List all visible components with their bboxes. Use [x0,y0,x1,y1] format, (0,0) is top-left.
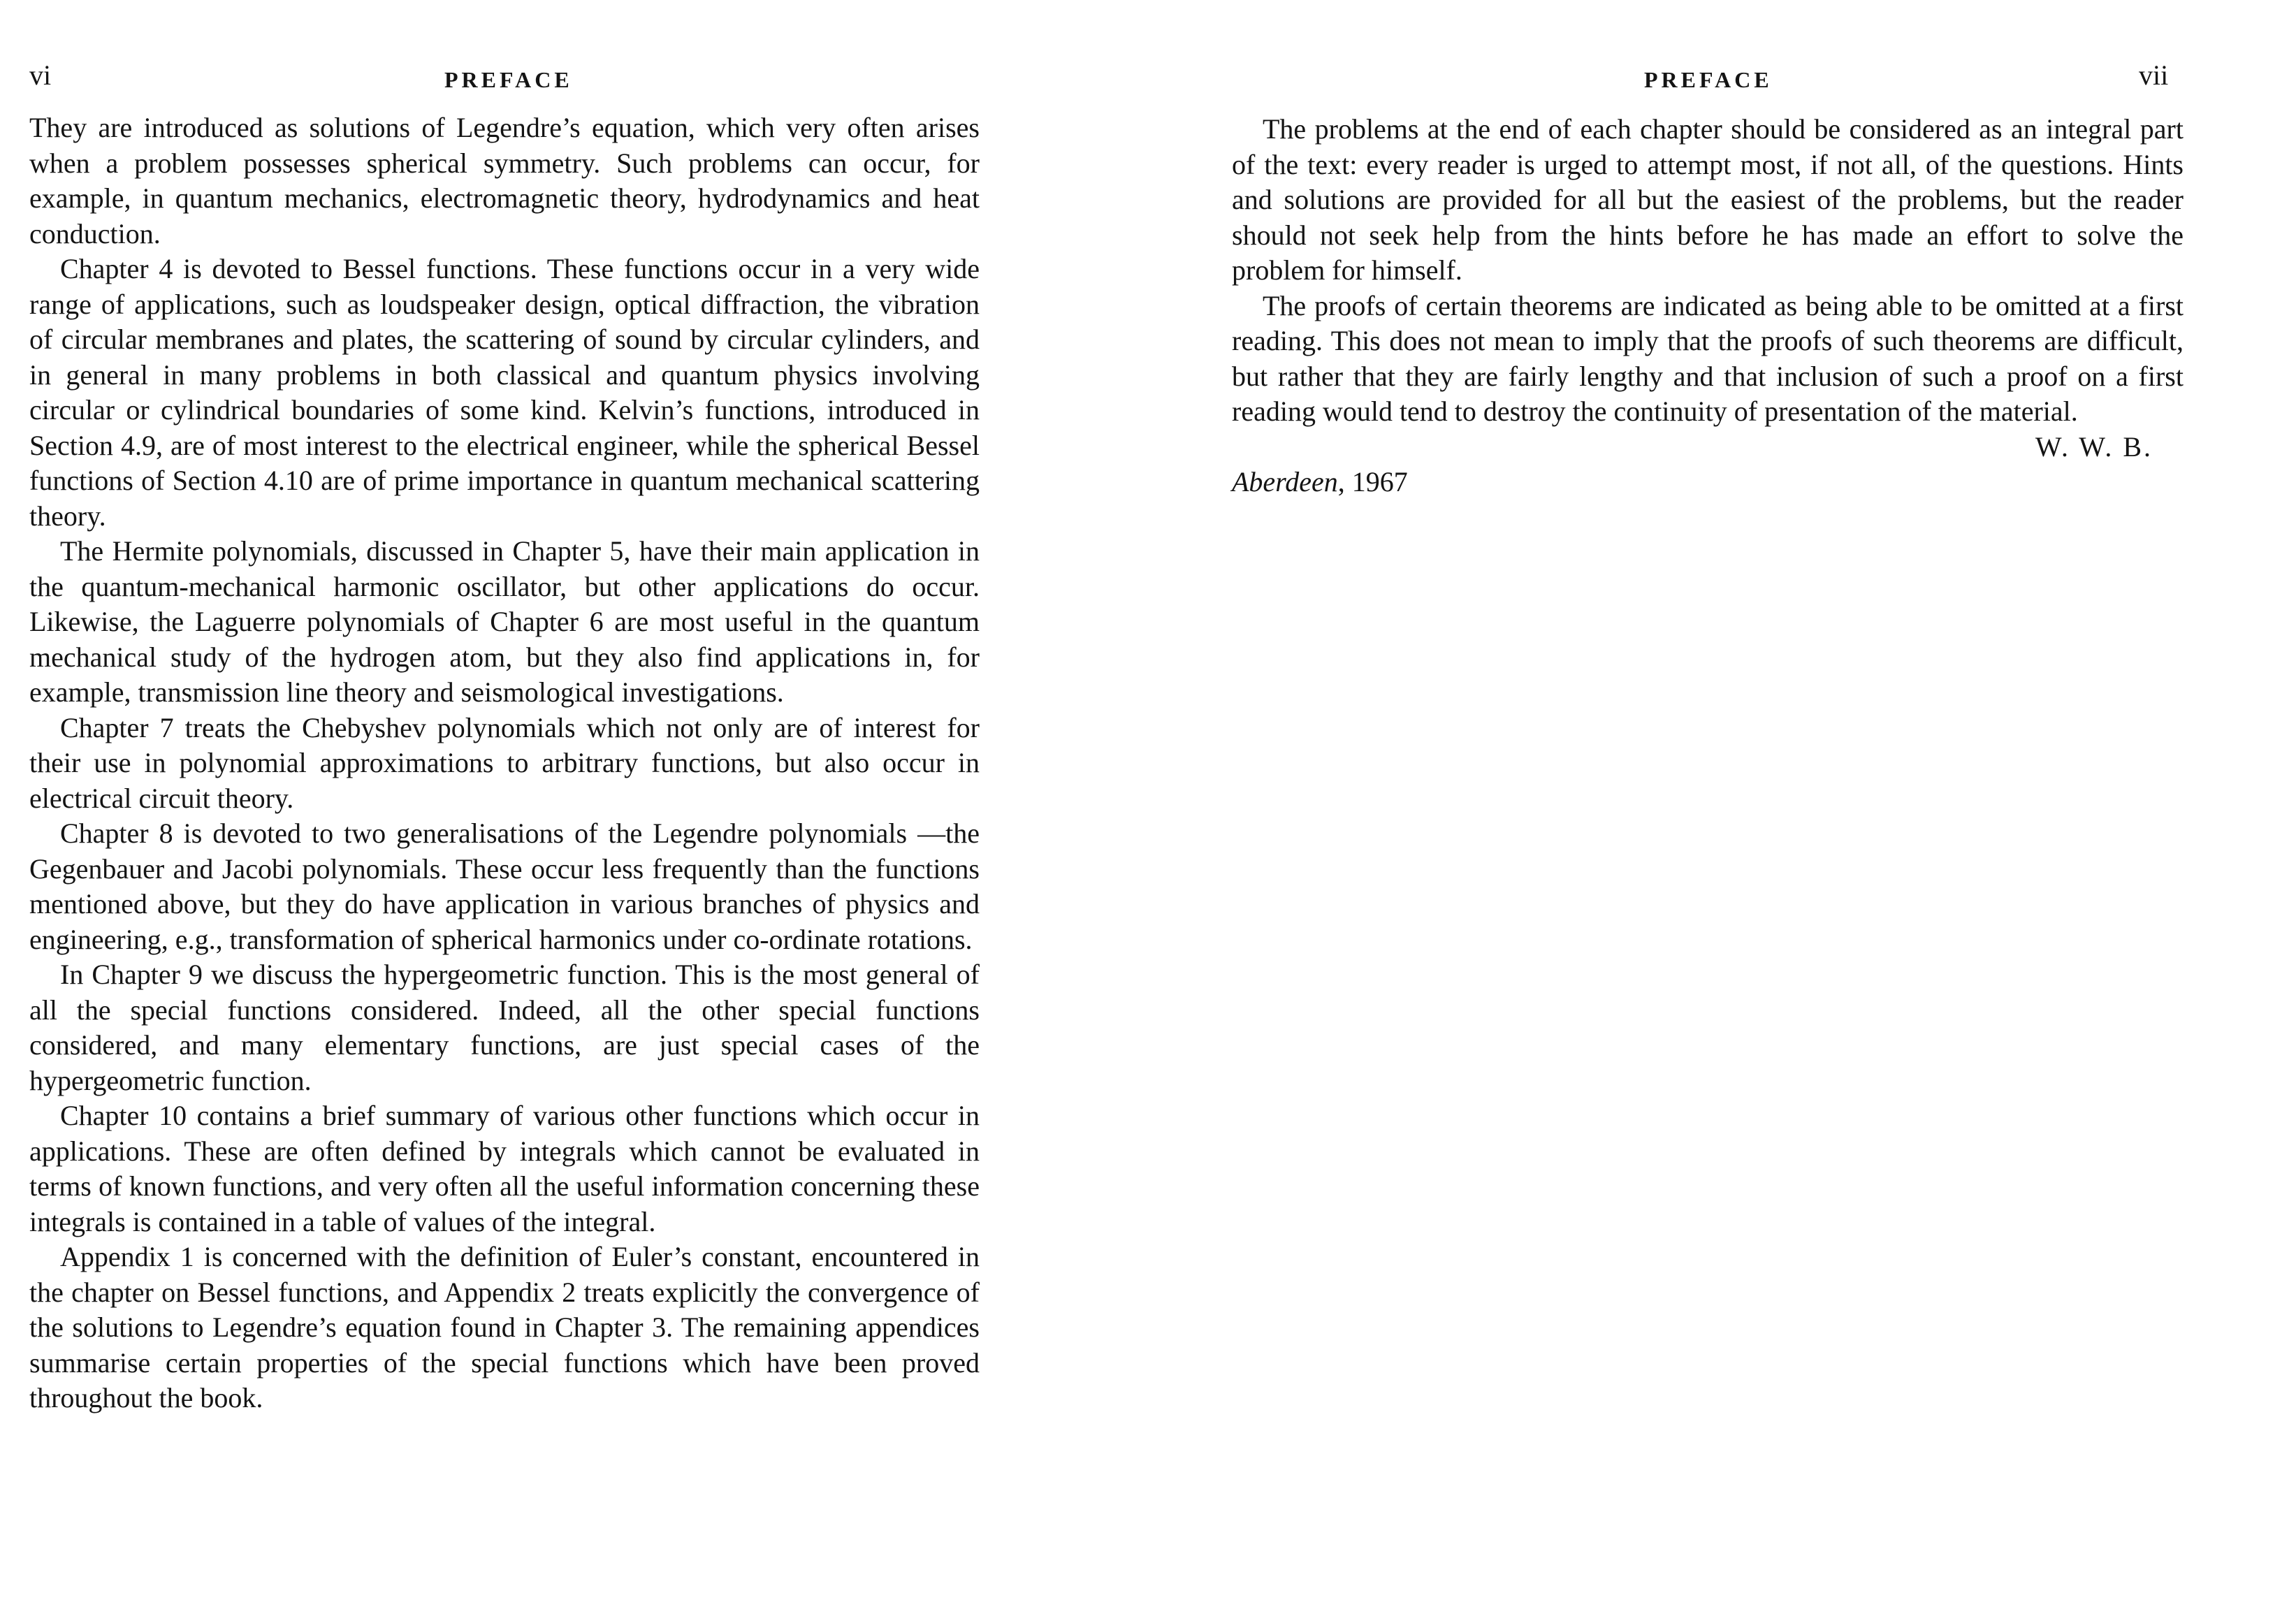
page-number-left: vi [29,59,52,91]
paragraph: Chapter 7 treats the Chebyshev polynomials which not only are of interest for their use in polynomial approximations to arbitrary functions, but also occur in electrical circuit theory. [29,711,980,814]
paragraph: Chapter 10 contains a brief summary of various other functions which occur in applications. These are often defined by integrals which cannot be evaluated in terms of known functions, and very often all the useful information concerning these integrals is contained in a table of values of the integral. [29,1100,980,1237]
paragraph: Appendix 1 is concerned with the definition of Euler’s constant, encountered in the chapter on Bessel functions, and Appendix 2 treats explicitly the convergence of the solutions to Legendre’s equation found in Chapter 3. The remaining appendices summarise certain properties of the special functions which have been proved throughout the book. [29,1241,980,1413]
right-text-block [1232,112,2184,500]
running-title-left: PREFACE [444,67,573,92]
paragraph: The problems at the end of each chapter should be considered as an integral part of the text: every reader is urged to attempt most, if not all, of the questions. Hints and solutions are provided for all but the easiest of the problems, but the reader should not seek help from the hints before he has made an effort to solve the problem for himself. [1232,113,2184,286]
place: Aberdeen [1232,466,1338,497]
date: , 1967 [1337,466,1408,497]
paragraph: The proofs of certain theorems are indicated as being able to be omitted at a first reading. This does not mean to imply that the proofs of such theorems are difficult, but rather that they are fairly lengthy and that inclusion of such a proof on a first reading would tend to destroy the continuity of presentation of the material. [1232,289,2184,427]
paragraph: In Chapter 9 we discuss the hypergeometric function. This is the most general of all the special functions considered. Indeed, all the other special functions considered, and many elementary functions, are just special cases of the hypergeometric function. [29,959,980,1096]
page-number-right: vii [2139,59,2169,91]
right-page [1148,0,2296,1607]
paragraph: They are introduced as solutions of Legendre’s equation, which very often arises when a problem possesses spherical symmetry. Such problems can occur, for example, in quantum mechanics, electromagnetic theory, hydrodynamics and heat conduction. [29,112,980,249]
left-text-block [29,110,980,1416]
paragraph: Chapter 4 is devoted to Bessel functions. These functions occur in a very wide range of applications, such as loudspeaker design, optical diffraction, the vibration of circular membranes and plates, the scattering of sound by circular cylinders, and in general in many problems in both classical and quantum physics involving circular or cylindrical boundaries of some kind. Kelvin’s functions, introduced in Section 4.9, are of most interest to the electrical engineer, while the spherical Bessel functions of Section 4.10 are of prime importance in quantum mechanical scattering theory. [29,253,980,532]
paragraph: The Hermite polynomials, discussed in Chapter 5, have their main application in the quantum-mechanical harmonic oscillator, but other applications do occur. Likewise, the Laguerre polynomials of Chapter 6 are most useful in the quantum mechanical study of the hydrogen atom, but they also find applications in, for example, transmission line theory and seismological investigations. [29,535,980,708]
place-date [1232,465,2184,500]
author-signature: W. W. B. [2035,430,2153,463]
paragraph: Chapter 8 is devoted to two generalisations of the Legendre polynomials —the Gegenbauer and Jacobi polynomials. These occur less frequently than the functions mentioned above, but they do have application in various branches of physics and engineering, e.g., transformation of spherical harmonics under co-ordinate rotations. [29,817,980,955]
running-title-right: PREFACE [1644,67,1773,92]
